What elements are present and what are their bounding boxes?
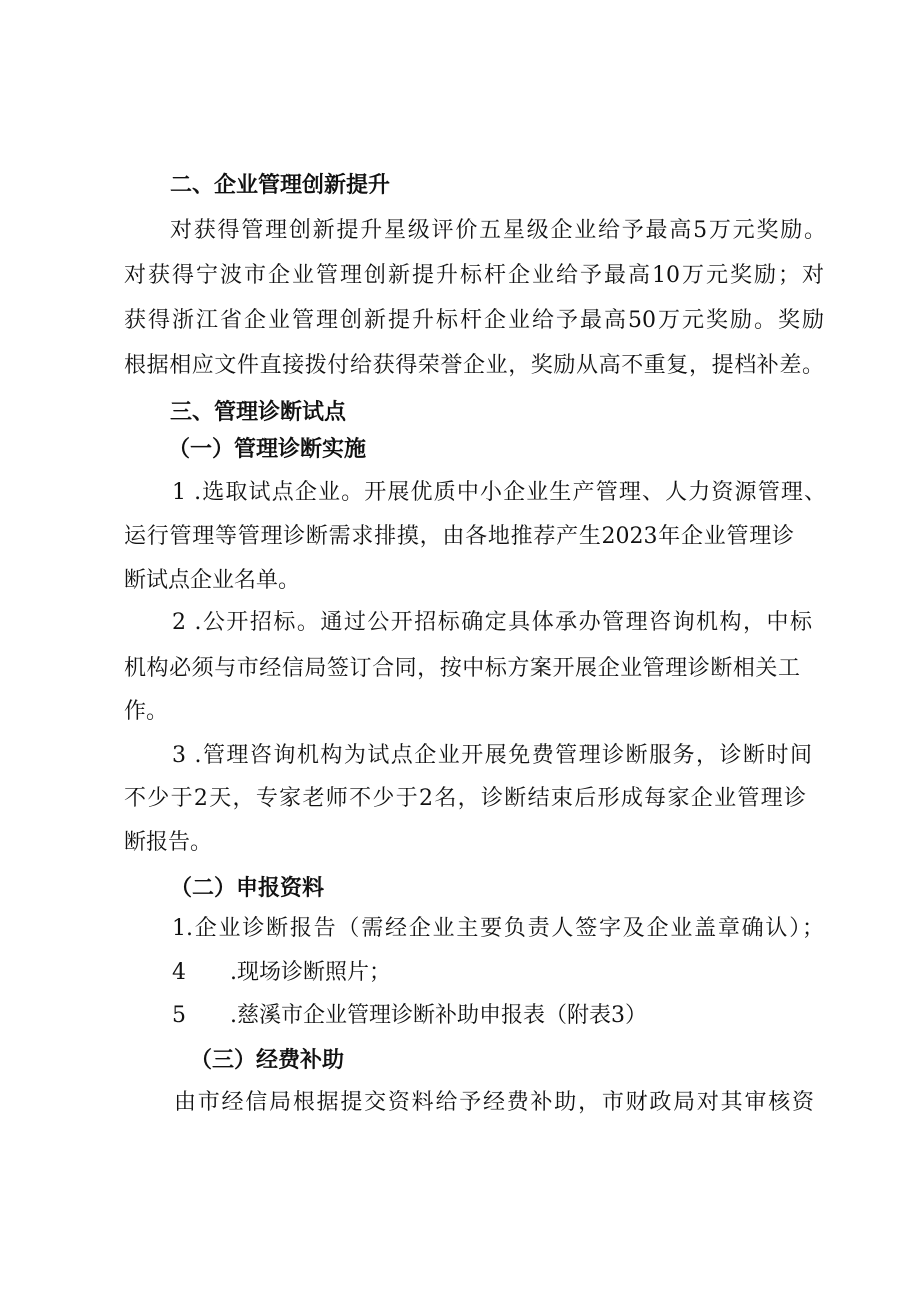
- list-item-line: 断试点企业名单。: [124, 568, 301, 593]
- list-item-text: .现场诊断照片；: [230, 960, 391, 985]
- list-item-line: 断报告。: [124, 830, 213, 855]
- list-item-line: 3 .管理咨询机构为试点企业开展免费管理诊断服务，诊断时间: [172, 743, 812, 768]
- list-item-line: 不少于2天，专家老师不少于2名，诊断结束后形成每家企业管理诊: [124, 786, 806, 811]
- subsection-heading-2: （二）申报资料: [170, 875, 325, 901]
- list-item-line: 机构必须与市经信局签订合同，按中标方案开展企业管理诊断相关工: [124, 656, 800, 681]
- paragraph-line: 由市经信局根据提交资料给予经费补助，市财政局对其审核资: [174, 1090, 814, 1115]
- list-item-number: 5: [172, 1003, 186, 1028]
- list-item-line: 运行管理等管理诊断需求排摸，由各地推荐产生2023年企业管理诊: [124, 524, 794, 549]
- list-item-line: 2 .公开招标。通过公开招标确定具体承办管理咨询机构，中标: [172, 610, 812, 635]
- section-heading-3: 三、管理诊断试点: [170, 399, 347, 425]
- section-heading-2: 二、企业管理创新提升: [170, 172, 391, 198]
- list-item-line: 1.企业诊断报告（需经企业主要负责人签字及企业盖章确认）；: [172, 916, 824, 941]
- list-item-line: [172, 1001, 872, 1031]
- list-item-number: 4: [172, 960, 186, 985]
- paragraph-line: 根据相应文件直接拨付给获得荣誉企业，奖励从高不重复，提档补差。: [124, 353, 824, 378]
- paragraph-line: 对获得宁波市企业管理创新提升标杆企业给予最高10万元奖励；对: [124, 263, 824, 288]
- paragraph-line: 对获得管理创新提升星级评价五星级企业给予最高5万元奖励。: [170, 218, 826, 243]
- list-item-line: [172, 958, 872, 988]
- paragraph-line: 获得浙江省企业管理创新提升标杆企业给予最高50万元奖励。奖励: [124, 308, 824, 333]
- list-item-line: 作。: [124, 699, 169, 724]
- subsection-heading-1: （一）管理诊断实施: [168, 436, 367, 462]
- list-item-line: 1 .选取试点企业。开展优质中小企业生产管理、人力资源管理、: [172, 480, 826, 505]
- list-item-text: .慈溪市企业管理诊断补助申报表（附表3）: [230, 1003, 647, 1028]
- subsection-heading-3: （三）经费补助: [190, 1047, 345, 1073]
